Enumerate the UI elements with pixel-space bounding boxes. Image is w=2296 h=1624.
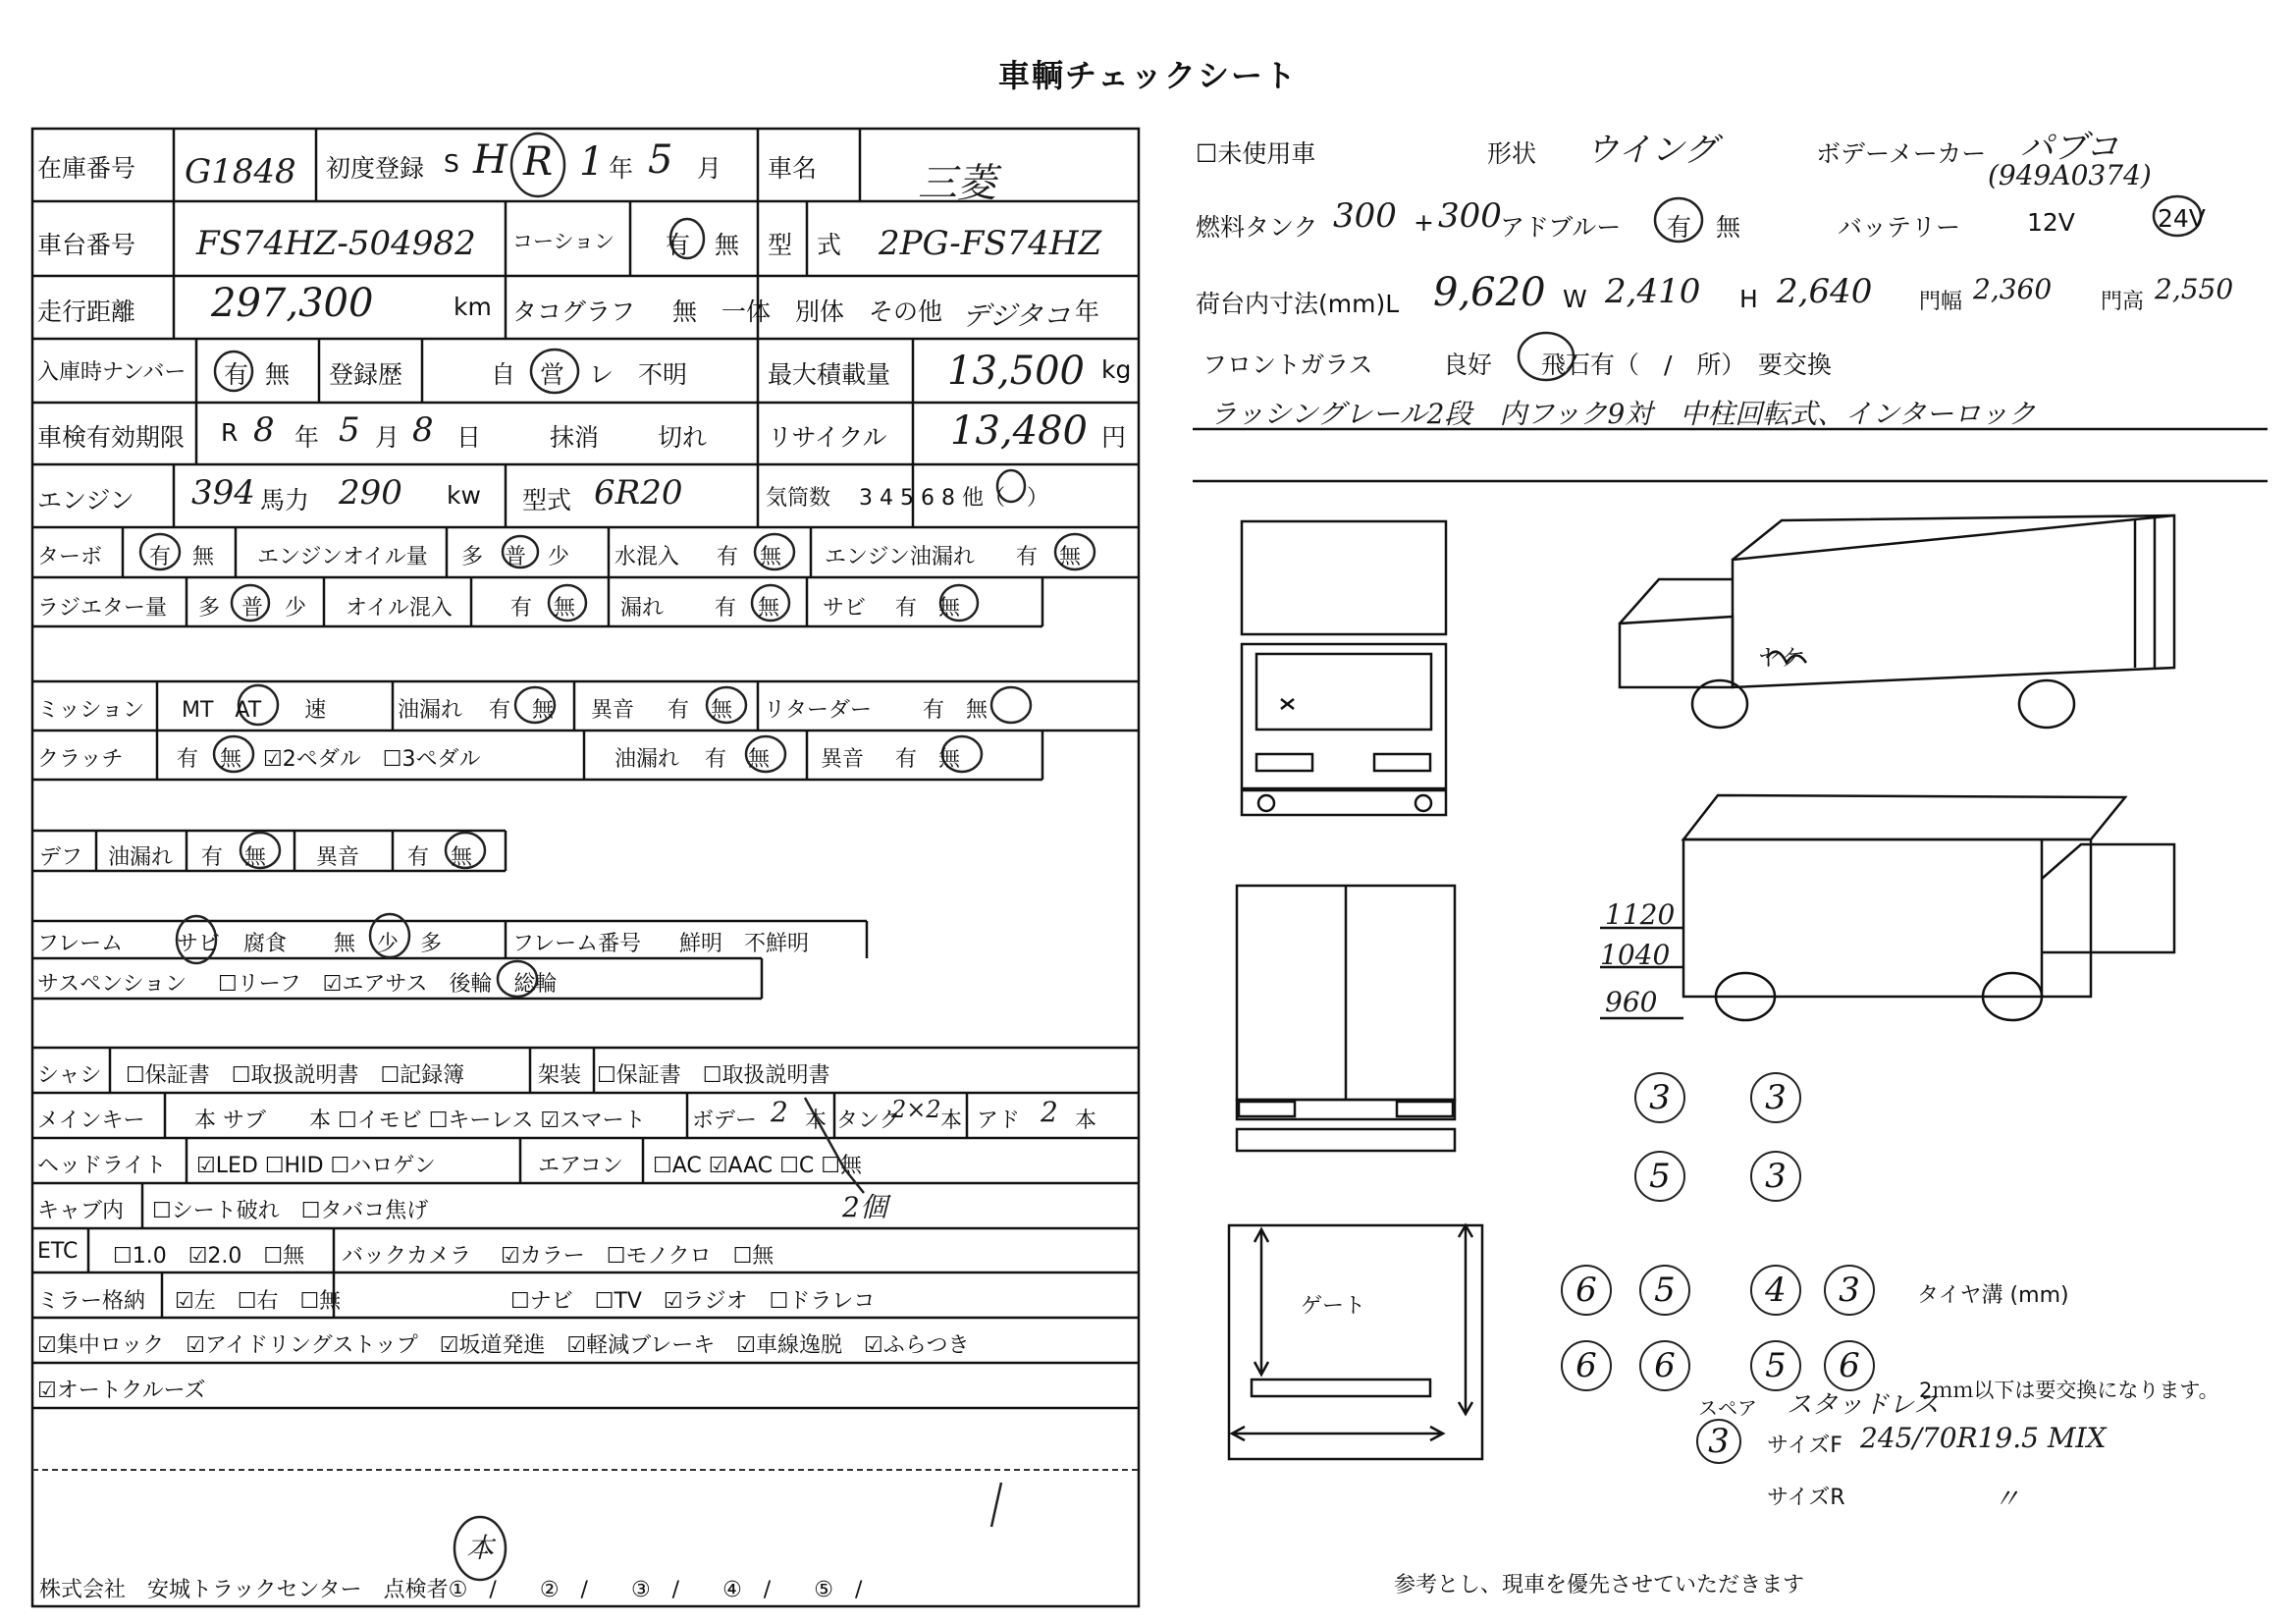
notes-text: ラッシングレール2段 内フック9対 中柱回転式、インターロック [1209, 398, 2036, 430]
susp-label: サスペンション [37, 972, 187, 997]
coat-label: コーション [512, 230, 615, 253]
tire-depth: 6 [1561, 1340, 1612, 1391]
key-options: 本 サブ 本 ☐イモビ ☐キーレス ☑スマート [194, 1109, 646, 1133]
retarder-label: リターダー [764, 698, 873, 723]
chassis-options: ☐保証書 ☐取扱説明書 ☐記録簿 [126, 1063, 465, 1088]
toroku-options: 自 営 レ 不明 [491, 360, 688, 389]
etc-label: ETC [37, 1239, 79, 1264]
maker-value: パブコ [2020, 128, 2119, 167]
more-label: 漏れ [620, 596, 665, 621]
shadai-label: 車台番号 [37, 231, 136, 259]
shodo-nen: 年 [609, 154, 634, 183]
frame-sabi: サビ [177, 932, 221, 956]
fuel-value-1: 300 [1333, 196, 1397, 236]
soko-value: 297,300 [211, 281, 374, 326]
bariki-label: 馬力 [260, 486, 310, 514]
ad-value: 2 [1041, 1096, 1058, 1128]
tank-value: 2×2 [891, 1096, 941, 1123]
keijo-value: ウイング [1585, 131, 1718, 170]
more-options: 有 無 [715, 596, 780, 621]
retarder-options: 有 無 [923, 698, 988, 723]
dim-h-label: H [1739, 285, 1758, 313]
mission-yumore-options: 有 無 [489, 698, 555, 723]
soko-label: 走行距離 [37, 298, 136, 326]
zaiko-label: 在庫番号 [37, 154, 136, 183]
shaken-hi: 日 [456, 423, 482, 452]
zaiko-value: G1848 [185, 152, 296, 191]
shodo-year-no: 1 [579, 139, 605, 185]
head-options: ☑LED ☐HID ☐ハロゲン [196, 1154, 436, 1178]
frame-fushoku-options: 無 少 多 [334, 932, 443, 956]
tire-note: 2ｍｍ以下は要交換になります。 [1919, 1379, 2219, 1402]
key-label: メインキー [37, 1109, 145, 1133]
shaken-month: 5 [339, 410, 360, 450]
turbo-label: ターボ [37, 545, 103, 569]
tire-depth: 6 [1639, 1340, 1690, 1391]
engine-more-label: エンジン油漏れ [825, 545, 975, 569]
body-hon: 本 [805, 1109, 828, 1133]
keijo-label: 形状 [1487, 139, 1537, 168]
shaken-label: 車検有効期限 [37, 423, 186, 452]
mon-h-label: 門高 [2101, 290, 2145, 314]
adblue-label: アドブルー [1500, 213, 1622, 242]
fuel-label: 燃料タンク [1196, 213, 1318, 242]
shaken-kire: 切れ [658, 423, 708, 452]
oil-options: 多 普 少 [461, 545, 570, 569]
ad-hon: 本 [1075, 1109, 1097, 1133]
clutch-options: 有 無 ☑2ペダル ☐3ペダル [177, 747, 481, 772]
shodo-label: 初度登録 [326, 154, 425, 183]
mon-h-value: 2,550 [2155, 273, 2234, 305]
safety-options: ☑集中ロック ☑アイドリングストップ ☑坂道発進 ☑軽減ブレーキ ☑車線逸脱 ☑ふらつき [37, 1333, 970, 1358]
glass-options: 良好 飛石有（ / 所） 要交換 [1443, 351, 1832, 379]
recycle-value: 13,480 [950, 408, 1088, 454]
ac-options: ☐AC ☑AAC ☐C ☐無 [653, 1154, 862, 1178]
mirror-label: ミラー格納 [37, 1289, 146, 1314]
shamei-value: 三菱 [918, 161, 996, 206]
oilmix-options: 有 無 [510, 596, 576, 621]
oilmix-label: オイル混入 [346, 596, 453, 621]
shamei-label: 車名 [768, 154, 818, 183]
shaken-r: R [221, 418, 239, 447]
tire-depth: 3 [1634, 1072, 1685, 1123]
kaso-label: 架装 [538, 1063, 582, 1088]
frame-no-options: 鮮明 不鮮明 [679, 932, 810, 956]
mirror-options: ☑左 ☐右 ☐無 [175, 1289, 342, 1314]
fuel-plus: + [1414, 208, 1434, 237]
dim-w-label: W [1563, 285, 1587, 313]
tire-depth: 5 [1750, 1340, 1801, 1391]
mission-ion-label: 異音 [591, 698, 635, 723]
saidai-value: 13,500 [947, 349, 1085, 394]
bariki-value: 290 [339, 473, 402, 513]
diff-ion-label: 異音 [316, 845, 360, 870]
backcam-options: ☑カラー ☐モノクロ ☐無 [501, 1244, 774, 1269]
diff-yumore-label: 油漏れ [108, 845, 174, 870]
taco-options: 無 一体 別体 その他 [672, 298, 943, 326]
diff-label: デフ [39, 845, 83, 870]
dim-height: 2,640 [1777, 272, 1873, 311]
adblue-options: 有 無 [1667, 213, 1741, 242]
shaken-year: 8 [253, 410, 275, 450]
size-f-label: サイズF [1767, 1434, 1842, 1458]
shaken-tsuki: 月 [375, 423, 400, 452]
backcam-label: バックカメラ [342, 1244, 472, 1269]
size-r-label: サイズR [1767, 1486, 1845, 1510]
etc-options: ☐1.0 ☑2.0 ☐無 [113, 1244, 305, 1269]
clutch-yumore-options: 有 無 [705, 747, 771, 772]
number-yu: 有 [224, 360, 249, 389]
mizu-options: 有 無 [717, 545, 782, 569]
recycle-label: リサイクル [768, 423, 887, 452]
engine-kata-value: 6R20 [594, 473, 683, 513]
shodo-h: H [473, 137, 507, 183]
chassis-label: シャシ [37, 1063, 102, 1088]
frame-fushoku: 腐食 [243, 932, 288, 956]
tire-depth: 4 [1750, 1265, 1801, 1316]
katashiki-label: 型 式 [768, 231, 842, 259]
frame-label: フレーム [37, 932, 124, 956]
tank-label: タンク [836, 1109, 901, 1133]
unused-checkbox: ☐未使用車 [1196, 139, 1316, 168]
battery-24v: 24V [2158, 204, 2206, 233]
clutch-label: クラッチ [37, 747, 124, 772]
mission-options: MT AT 速 [182, 698, 327, 723]
soko-km: km [454, 293, 492, 321]
mission-yumore-label: 油漏れ [398, 698, 463, 723]
sabi-label: サビ [823, 596, 867, 621]
size-r-value: 〃 [1993, 1483, 2021, 1515]
height-1120: 1120 [1605, 898, 1676, 931]
size-f-value: 245/70R19.5 MIX [1860, 1422, 2107, 1454]
height-960: 960 [1605, 986, 1658, 1018]
kito-options: 3 4 5 6 8 他（ ） [859, 486, 1048, 511]
dim-width: 2,410 [1605, 272, 1701, 311]
spare-label: スペア [1698, 1396, 1757, 1420]
turbo-options: 有 無 [149, 545, 215, 569]
number-label: 入庫時ナンバー [37, 360, 187, 385]
susp-options: ☐リーフ ☑エアサス 後輪 総輪 [218, 972, 558, 997]
taco-nen: 年 [1075, 298, 1100, 326]
shaken-massho: 抹消 [550, 423, 600, 452]
katashiki-value: 2PG-FS74HZ [879, 224, 1102, 263]
tire-depth: 6 [1824, 1340, 1875, 1391]
diff-ion-options: 有 無 [407, 845, 473, 870]
dim-label: 荷台内寸法(mm)L [1196, 290, 1400, 318]
dim-length: 9,620 [1433, 270, 1546, 315]
tire-label: タイヤ溝 (mm) [1917, 1283, 2069, 1308]
mon-w-value: 2,360 [1973, 273, 2053, 305]
tire-depth: 3 [1750, 1151, 1801, 1202]
clutch-ion-options: 有 無 [895, 747, 961, 772]
tire-depth: 3 [1824, 1265, 1875, 1316]
rad-label: ラジエター量 [37, 596, 168, 621]
tire-depth: 3 [1750, 1072, 1801, 1123]
battery-label: バッテリー [1838, 213, 1961, 242]
coat-mu: 無 [715, 231, 740, 259]
tire-depth: 6 [1561, 1265, 1612, 1316]
mizu-label: 水混入 [614, 545, 680, 569]
diff-yumore-options: 有 無 [201, 845, 267, 870]
cab-options: ☐シート破れ ☐タバコ焦げ [152, 1199, 429, 1223]
mission-label: ミッション [37, 698, 145, 723]
mon-w-label: 門幅 [1919, 290, 1963, 314]
body-value: 2 [771, 1096, 788, 1128]
shodo-r: R [523, 139, 554, 185]
head-label: ヘッドライト [37, 1154, 167, 1178]
shodo-s: S [444, 149, 459, 178]
clutch-yumore-label: 油漏れ [614, 747, 680, 772]
engine-kata-label: 型式 [522, 486, 572, 514]
shaken-day: 8 [412, 410, 434, 450]
footer-note: 参考とし、現車を優先させていただきます [1394, 1573, 1805, 1597]
inspector-stamp: 本 [466, 1532, 495, 1564]
shodo-month-no: 5 [648, 137, 673, 183]
recycle-yen: 円 [1101, 423, 1127, 452]
height-1040: 1040 [1600, 939, 1671, 971]
shaken-nen: 年 [294, 423, 320, 452]
ac-note: 2個 [842, 1191, 887, 1223]
engine-label: エンジン [37, 486, 134, 514]
footer-company: 株式会社 安城トラックセンター 点検者① / ② / ③ / ④ / ⑤ / [39, 1578, 863, 1602]
taco-label: タコグラフ [512, 298, 636, 326]
tank-hon: 本 [940, 1109, 963, 1133]
kito-label: 気筒数 [766, 486, 831, 511]
studless-label: スタッドレス [1787, 1390, 1940, 1420]
frame-no-label: フレーム番号 [512, 932, 642, 956]
damage-note: ヤケ [1755, 644, 1802, 672]
glass-label: フロントガラス [1202, 351, 1373, 379]
saidai-kg: kg [1101, 355, 1132, 384]
clutch-ion-label: 異音 [821, 747, 865, 772]
coat-yu: 有 [666, 231, 691, 259]
maker-number: (949A0374) [1988, 159, 2152, 191]
engine-more-options: 有 無 [1016, 545, 1082, 569]
maker-label: ボデーメーカー [1816, 139, 1987, 168]
taco-value: デジタコ [962, 299, 1071, 332]
fuel-value-2: 300 [1438, 196, 1502, 236]
body-label: ボデー [692, 1109, 758, 1133]
saidai-label: 最大積載量 [768, 360, 891, 389]
tire-depth: 5 [1634, 1151, 1685, 1202]
shadai-value: FS74HZ-504982 [196, 224, 476, 263]
shodo-tsuki: 月 [697, 154, 722, 183]
tire-depth: 5 [1639, 1265, 1690, 1316]
bariki-kw: kw [447, 481, 481, 510]
number-mu: 無 [265, 360, 291, 389]
cab-label: キャブ内 [37, 1199, 125, 1223]
gate-label: ゲート [1301, 1294, 1366, 1319]
mission-ion-options: 有 無 [667, 698, 733, 723]
oil-label: エンジンオイル量 [257, 545, 428, 569]
spare-depth: 3 [1696, 1419, 1741, 1464]
ac-label: エアコン [538, 1154, 623, 1178]
rad-options: 多 普 少 [198, 596, 307, 621]
cruise-option: ☑オートクルーズ [37, 1379, 206, 1403]
engine-value: 394 [191, 473, 255, 513]
av-options: ☐ナビ ☐TV ☑ラジオ ☐ドラレコ [510, 1289, 876, 1314]
ad-label: アド [977, 1109, 1021, 1133]
sabi-options: 有 無 [895, 596, 961, 621]
battery-12v: 12V [2027, 208, 2075, 237]
kaso-options: ☐保証書 ☐取扱説明書 [597, 1063, 830, 1088]
sheet-title: 車輌チェックシート [997, 57, 1299, 94]
toroku-label: 登録歴 [329, 360, 403, 389]
